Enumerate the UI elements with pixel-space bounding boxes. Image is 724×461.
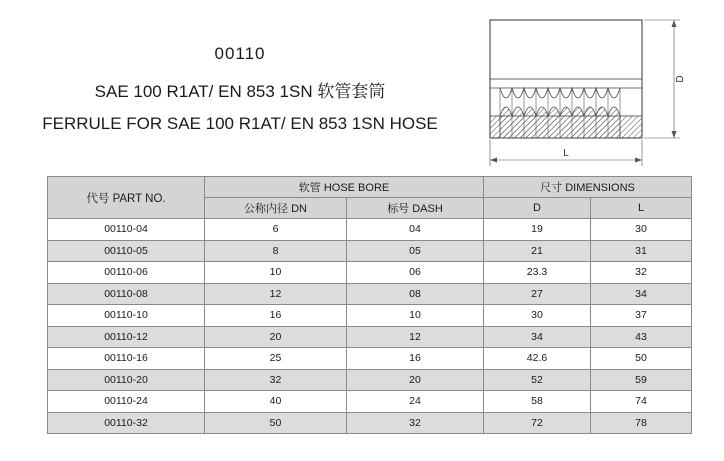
cell-dn: 20 — [205, 326, 347, 348]
cell-dash: 08 — [347, 283, 484, 305]
header-dash: 标号 DASH — [347, 198, 484, 219]
cell-d: 42.6 — [484, 348, 591, 370]
cell-d: 58 — [484, 391, 591, 413]
cell-part: 00110-20 — [48, 369, 205, 391]
cell-dn: 16 — [205, 305, 347, 327]
cell-d: 34 — [484, 326, 591, 348]
table-row — [48, 283, 692, 305]
header-part-no: 代号 PART NO. — [48, 177, 205, 219]
cell-d: 52 — [484, 369, 591, 391]
table-row — [48, 326, 692, 348]
cell-dn: 40 — [205, 391, 347, 413]
cell-l: 34 — [591, 283, 692, 305]
cell-dash: 10 — [347, 305, 484, 327]
cell-l: 31 — [591, 240, 692, 262]
cell-dash: 16 — [347, 348, 484, 370]
table-row — [48, 412, 692, 434]
cell-l: 32 — [591, 262, 692, 284]
cell-dn: 6 — [205, 219, 347, 241]
cell-part: 00110-04 — [48, 219, 205, 241]
cell-l: 50 — [591, 348, 692, 370]
cell-dash: 20 — [347, 369, 484, 391]
cell-l: 43 — [591, 326, 692, 348]
title-block — [30, 44, 450, 134]
dimension-d-label: D — [675, 75, 686, 83]
cell-part: 00110-05 — [48, 240, 205, 262]
cell-l: 37 — [591, 305, 692, 327]
table-row — [48, 391, 692, 413]
ferrule-drawing — [480, 8, 700, 168]
cell-l: 74 — [591, 391, 692, 413]
table-row — [48, 348, 692, 370]
cell-part: 00110-16 — [48, 348, 205, 370]
cell-d: 21 — [484, 240, 591, 262]
table-row — [48, 305, 692, 327]
dimension-l-label: L — [563, 148, 569, 159]
cell-part: 00110-32 — [48, 412, 205, 434]
cell-dn: 8 — [205, 240, 347, 262]
table-row — [48, 369, 692, 391]
cell-part: 00110-10 — [48, 305, 205, 327]
cell-l: 78 — [591, 412, 692, 434]
cell-dash: 32 — [347, 412, 484, 434]
cell-dash: 05 — [347, 240, 484, 262]
cell-dn: 12 — [205, 283, 347, 305]
table-row — [48, 240, 692, 262]
product-name-cn: SAE 100 R1AT/ EN 853 1SN 软管套筒 — [94, 82, 386, 101]
cell-dash: 04 — [347, 219, 484, 241]
header-dn: 公称内径 DN — [205, 198, 347, 219]
table-row — [48, 219, 692, 241]
cell-l: 59 — [591, 369, 692, 391]
cell-dn: 10 — [205, 262, 347, 284]
cell-dn: 50 — [205, 412, 347, 434]
cell-d: 30 — [484, 305, 591, 327]
cell-dn: 25 — [205, 348, 347, 370]
cell-part: 00110-06 — [48, 262, 205, 284]
cell-d: 72 — [484, 412, 591, 434]
cell-d: 27 — [484, 283, 591, 305]
cell-l: 30 — [591, 219, 692, 241]
cell-part: 00110-08 — [48, 283, 205, 305]
header-hose-bore: 软管 HOSE BORE — [205, 177, 484, 198]
cell-dash: 24 — [347, 391, 484, 413]
cell-part: 00110-12 — [48, 326, 205, 348]
cell-part: 00110-24 — [48, 391, 205, 413]
header-dimensions: 尺寸 DIMENSIONS — [484, 177, 692, 198]
header-d: D — [484, 198, 591, 219]
product-name-en: FERRULE FOR SAE 100 R1AT/ EN 853 1SN HOSE — [42, 114, 438, 133]
header-l: L — [591, 198, 692, 219]
cell-dn: 32 — [205, 369, 347, 391]
cell-d: 23.3 — [484, 262, 591, 284]
cell-d: 19 — [484, 219, 591, 241]
cell-dash: 12 — [347, 326, 484, 348]
spec-table — [47, 176, 692, 434]
cell-dash: 06 — [347, 262, 484, 284]
product-code: 00110 — [214, 44, 266, 63]
table-row — [48, 262, 692, 284]
